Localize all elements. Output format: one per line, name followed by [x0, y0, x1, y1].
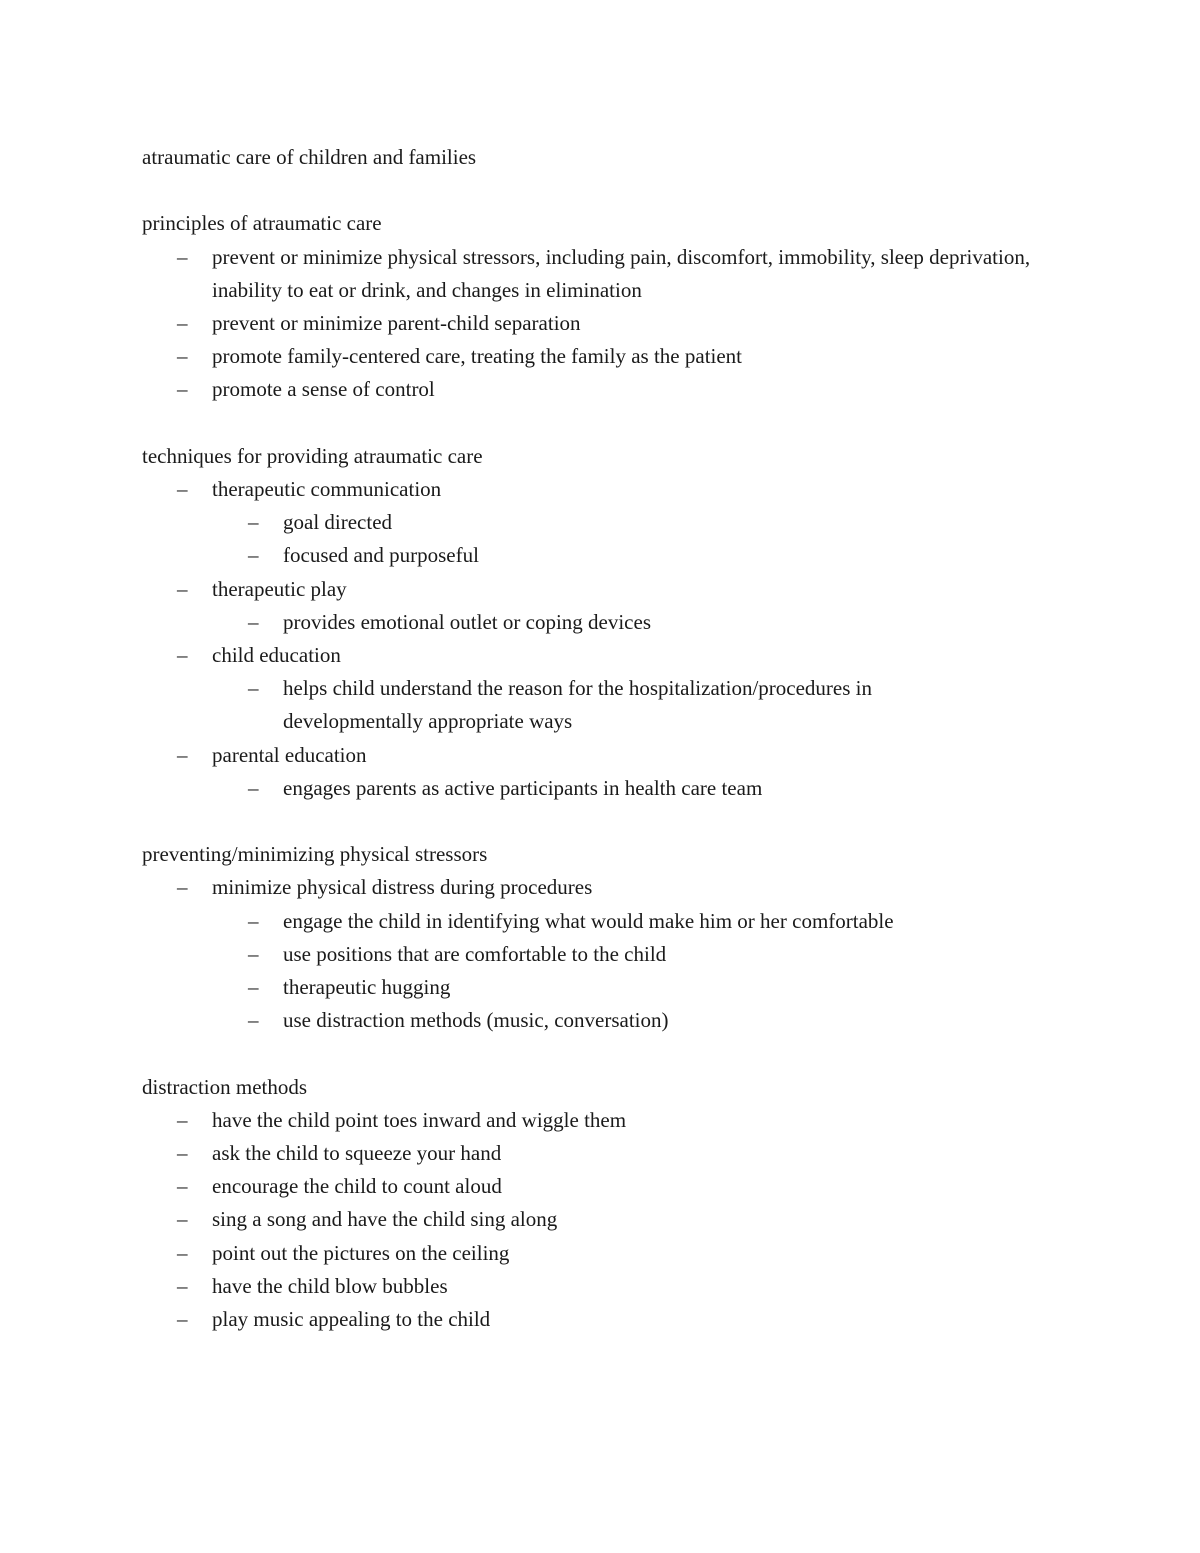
bullet-dash: –: [177, 1107, 188, 1132]
bullet-dash: –: [177, 576, 188, 601]
list-item: [142, 1170, 1062, 1203]
spacer: [142, 174, 1062, 207]
sub-list-item: [142, 971, 1062, 1004]
bullet-dash: –: [248, 975, 259, 1000]
list-item: [142, 871, 1062, 904]
sub-list-item-text: use distraction methods (music, conversation): [283, 1008, 669, 1033]
bullet-dash: –: [248, 775, 259, 800]
bullet-dash: –: [177, 875, 188, 900]
bullet-dash: –: [177, 1174, 188, 1199]
list-item-text: have the child blow bubbles: [212, 1273, 448, 1298]
list-item: [142, 1203, 1062, 1236]
bullet-dash: –: [248, 609, 259, 634]
list-item-text: promote family-centered care, treating the family as the patient: [212, 344, 743, 369]
section-heading: distraction methods: [142, 1074, 308, 1099]
list-item-text: prevent or minimize physical stressors, including pain, discomfort, immobility, sleep deprivation, inability to eat or drink, and changes in elimination: [212, 244, 1031, 302]
list-item-text: have the child point toes inward and wiggle them: [212, 1107, 627, 1132]
document-title: atraumatic care of children and families: [142, 145, 477, 169]
bullet-dash: –: [248, 908, 259, 933]
sub-list-item: [142, 506, 1062, 539]
list-item: [142, 1137, 1062, 1170]
bullet-dash: –: [248, 676, 259, 701]
bullet-dash: –: [177, 1207, 188, 1232]
bullet-dash: –: [248, 941, 259, 966]
list-item: [142, 373, 1062, 406]
bullet-dash: –: [177, 1141, 188, 1166]
bullet-dash: –: [177, 1307, 188, 1332]
list-item: [142, 1104, 1062, 1137]
section-heading: principles of atraumatic care: [142, 211, 382, 236]
sub-list-item: [142, 606, 1062, 639]
list-item-text: point out the pictures on the ceiling: [212, 1240, 510, 1265]
list-item-text: minimize physical distress during procedures: [212, 875, 593, 900]
list-item-text: parental education: [212, 742, 367, 767]
list-item-text: therapeutic communication: [212, 477, 442, 501]
section-heading: techniques for providing atraumatic care: [142, 443, 483, 468]
document-page: [142, 141, 1062, 1336]
bullet-dash: –: [248, 510, 259, 535]
list-item: [142, 739, 1062, 772]
list-item-text: sing a song and have the child sing along: [212, 1207, 558, 1232]
sub-list-item: [142, 539, 1062, 572]
spacer: [142, 805, 1062, 838]
bullet-dash: –: [177, 344, 188, 369]
sub-list-item-text: use positions that are comfortable to the child: [283, 941, 667, 966]
list-item-text: child education: [212, 643, 341, 668]
bullet-dash: –: [177, 742, 188, 767]
bullet-dash: –: [177, 311, 188, 335]
sub-list-item-text: helps child understand the reason for the hospitalization/procedures in developmentally appropriate ways: [283, 676, 872, 734]
sub-list-item: [142, 1004, 1062, 1037]
list-item-text: ask the child to squeeze your hand: [212, 1141, 502, 1166]
spacer: [142, 407, 1062, 440]
list-item-text: play music appealing to the child: [212, 1307, 491, 1332]
section-heading: preventing/minimizing physical stressors: [142, 842, 488, 867]
list-item-text: therapeutic play: [212, 576, 347, 601]
list-item: [142, 241, 1062, 307]
list-item-text: prevent or minimize parent-child separation: [212, 311, 581, 335]
list-item: [142, 307, 1062, 340]
bullet-dash: –: [177, 244, 188, 269]
sub-list-item: [142, 672, 1062, 738]
sub-list-item-text: therapeutic hugging: [283, 975, 451, 1000]
list-item: [142, 1303, 1062, 1336]
sub-list-item-text: engage the child in identifying what would make him or her comfortable: [283, 908, 894, 933]
list-item: [142, 340, 1062, 373]
spacer: [142, 1037, 1062, 1070]
sub-list-item: [142, 938, 1062, 971]
sub-list-item: [142, 905, 1062, 938]
sub-list-item-text: focused and purposeful: [283, 543, 479, 568]
bullet-dash: –: [177, 1240, 188, 1265]
bullet-dash: –: [248, 1008, 259, 1033]
bullet-dash: –: [177, 377, 188, 402]
list-item: [142, 639, 1062, 672]
list-item: [142, 1237, 1062, 1270]
sub-list-item: [142, 772, 1062, 805]
bullet-dash: –: [248, 543, 259, 568]
list-item: [142, 1270, 1062, 1303]
bullet-dash: –: [177, 1273, 188, 1298]
bullet-dash: –: [177, 477, 188, 501]
list-item-text: encourage the child to count aloud: [212, 1174, 502, 1199]
list-item: [142, 473, 1062, 506]
sub-list-item-text: provides emotional outlet or coping devices: [283, 609, 651, 634]
bullet-dash: –: [177, 643, 188, 668]
list-item: [142, 573, 1062, 606]
sub-list-item-text: engages parents as active participants in health care team: [283, 775, 763, 800]
sub-list-item-text: goal directed: [283, 510, 393, 535]
list-item-text: promote a sense of control: [212, 377, 435, 402]
